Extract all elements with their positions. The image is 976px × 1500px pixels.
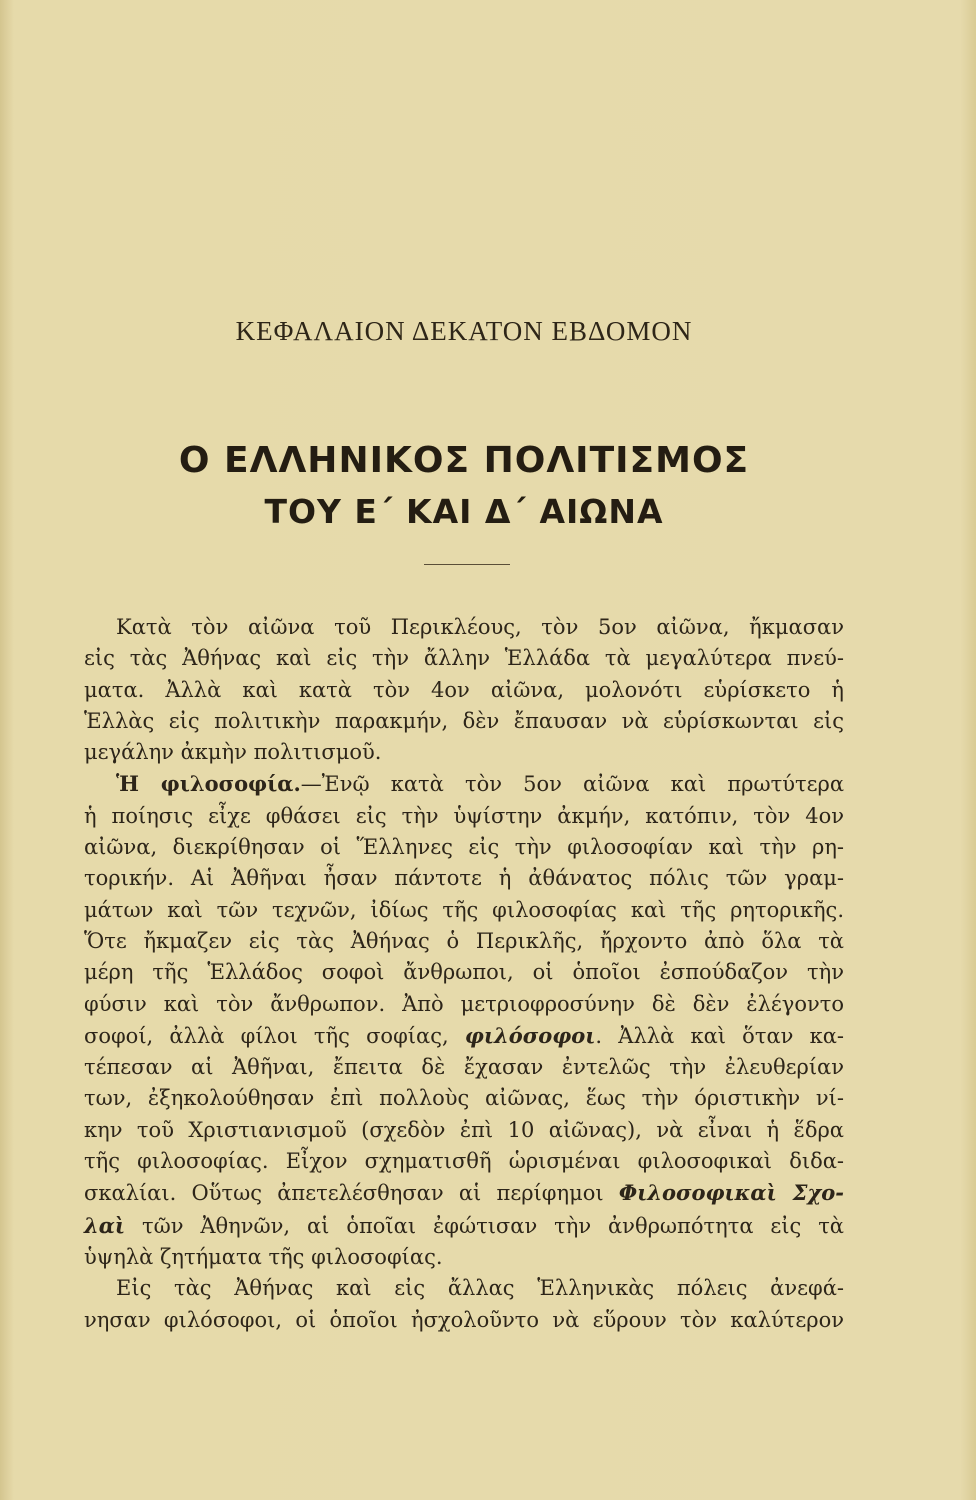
body-text: [84, 612, 844, 1336]
text-line: Εἰς τὰς Ἀθήνας καὶ εἰς ἄλλας Ἑλληνικὰς πόλεις ἀνεφά-: [116, 1276, 844, 1301]
text-line: νησαν φιλόσοφοι, οἱ ὁποῖοι ἠσχολοῦντο νὰ εὕρουν τὸν καλύτερον: [84, 1307, 844, 1332]
text-line: εἰς τὰς Ἀθήνας καὶ εἰς τὴν ἄλλην Ἑλλάδα τὰ μεγαλύτερα πνεύ-: [84, 646, 844, 671]
text-line: τορικήν. Αἱ Ἀθῆναι ἦσαν πάντοτε ἡ ἀθάνατος πόλις τῶν γραμ-: [84, 866, 844, 891]
text-line: ὑψηλὰ ζητήματα τῆς φιλοσοφίας.: [84, 1244, 443, 1269]
emphasis-term: λαὶ: [84, 1212, 126, 1238]
text-line: μέρη τῆς Ἑλλάδος σοφοὶ ἄνθρωποι, οἱ ὁποῖοι ἐσπούδαζον τὴν: [84, 960, 844, 985]
chapter-heading: ΚΕΦΑΛΑΙΟΝ ΔΕΚΑΤΟΝ ΕΒΔΟΜΟΝ: [235, 316, 693, 346]
text-fragment: τῶν Ἀθηνῶν, αἱ ὁποῖαι ἐφώτισαν τὴν ἀνθρωπότητα εἰς τὰ: [125, 1213, 844, 1238]
text-fragment: —Ἐνῷ κατὰ τὸν 5ον αἰῶνα καὶ πρωτύτερα: [300, 772, 845, 797]
text-line: [84, 1177, 844, 1209]
text-line: Κατὰ τὸν αἰῶνα τοῦ Περικλέους, τὸν 5ον αἰῶνα, ἤκμασαν: [116, 615, 844, 639]
text-line: τῆς φιλοσοφίας. Εἶχον σχηματισθῆ ὡρισμέναι φιλοσοφικαὶ διδα-: [84, 1149, 844, 1174]
text-line: Ὅτε ἤκμαζεν εἰς τὰς Ἀθήνας ὁ Περικλῆς, ἤρχοντο ἀπὸ ὅλα τὰ: [84, 928, 844, 953]
text-line: κην τοῦ Χριστιανισμοῦ (σχεδὸν ἐπὶ 10 αἰῶνας), νὰ εἶναι ἡ ἕδρα: [84, 1117, 844, 1142]
text-line: ματα. Ἀλλὰ καὶ κατὰ τὸν 4ον αἰῶνα, μολονότι εὑρίσκετο ἡ: [84, 677, 844, 702]
text-line: [84, 1020, 844, 1052]
text-line: των, ἐξηκολούθησαν ἐπὶ πολλοὺς αἰῶνας, ἕως τὴν όριστικὴν νί-: [84, 1086, 844, 1111]
title-line-2: ΤΟΥ Ε΄ ΚΑΙ Δ΄ ΑΙΩΝΑ: [264, 492, 664, 531]
text-line: Ἑλλὰς εἰς πολιτικὴν παρακμήν, δὲν ἔπαυσαν νὰ εὑρίσκωνται εἰς: [84, 708, 844, 733]
section-heading: Ἡ φιλοσοφία.: [116, 771, 301, 797]
text-line: τέπεσαν αἱ Ἀθῆναι, ἔπειτα δὲ ἔχασαν ἐντελῶς τὴν ἐλευθερίαν: [84, 1055, 844, 1080]
emphasis-term: Φιλοσοφικαὶ Σχο-: [618, 1180, 844, 1206]
emphasis-term: φιλόσοφοι: [464, 1022, 596, 1048]
text-line: αἰῶνα, διεκρίθησαν οἱ Ἕλληνες εἰς τὴν φιλοσοφίαν καὶ τὴν ρη-: [84, 835, 844, 860]
text-line: φύσιν καὶ τὸν ἄνθρωπον. Ἀπὸ μετριοφροσύνην δὲ δὲν ἐλέγοντο: [84, 991, 844, 1016]
text-line: [84, 1210, 844, 1242]
text-line: [84, 768, 844, 800]
text-line: ἡ ποίησις εἶχε φθάσει εἰς τὴν ὑψίστην ἀκμήν, κατόπιν, τὸν 4ον: [84, 803, 844, 828]
text-line: μάτων καὶ τῶν τεχνῶν, ἰδίως τῆς φιλοσοφίας καὶ τῆς ρητορικῆς.: [84, 897, 844, 922]
text-fragment: σοφοί, ἀλλὰ φίλοι τῆς σοφίας,: [84, 1023, 449, 1048]
text-fragment: σκαλίαι. Οὕτως ἀπετελέσθησαν αἱ περίφημοι: [84, 1181, 604, 1206]
text-line: μεγάλην ἀκμὴν πολιτισμοῦ.: [84, 740, 382, 765]
title-line-1: Ο ΕΛΛΗΝΙΚΟΣ ΠΟΛΙΤΙΣΜΟΣ: [178, 440, 750, 481]
divider-rule: [424, 564, 510, 565]
text-fragment: . Ἀλλὰ καὶ ὅταν κα-: [595, 1023, 844, 1048]
